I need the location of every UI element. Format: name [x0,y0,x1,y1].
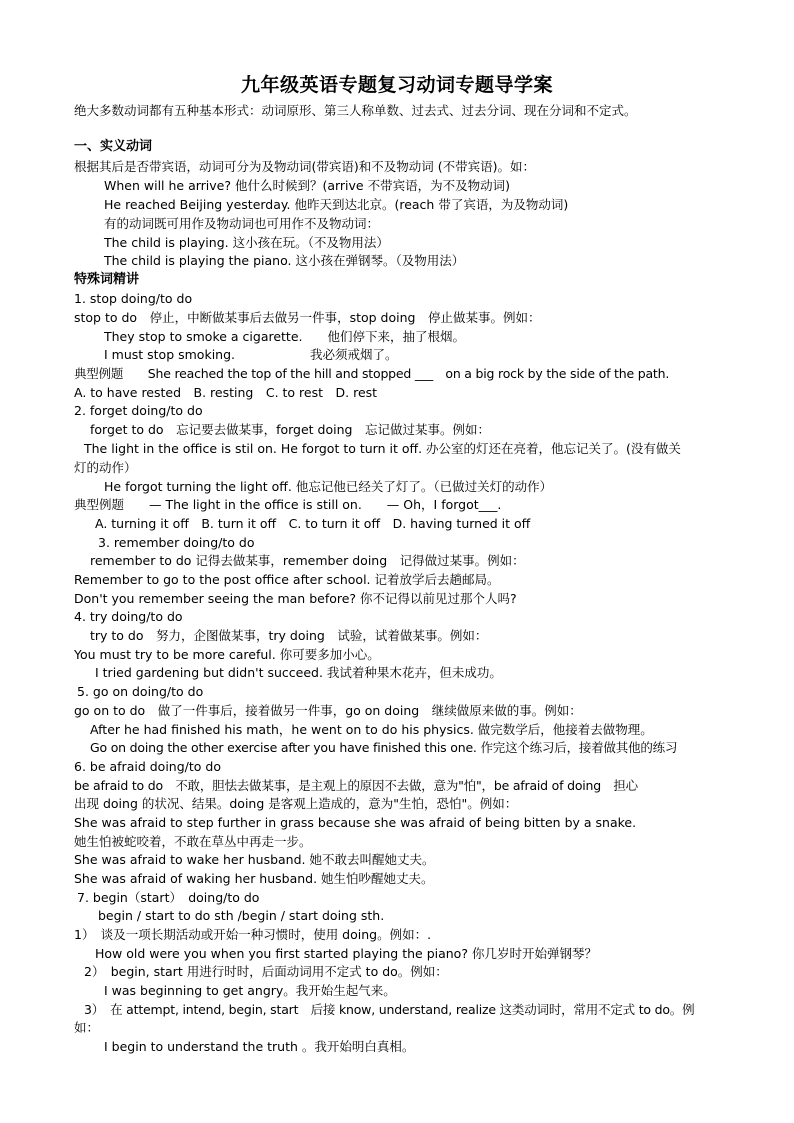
example-line: He reached Beijing yesterday. 他昨天到达北京。(reach 带了宾语，为及物动词) [104,197,569,212]
example-line: I must stop smoking. 我必须戒烟了。 [104,347,398,362]
item-heading: 6. be afraid doing/to do [74,759,221,774]
example-line: 她生怕被蛇咬着，不敢在草丛中再走一步。 [74,834,312,849]
example-line: She was afraid of waking her husband. 她生怕吵醒她丈夫。 [74,871,434,886]
text-line: 1） 谈及一项长期活动或开始一种习惯时，使用 doing。例如：. [74,927,432,942]
text-line: stop to do 停止，中断做某事后去做另一件事，stop doing 停止做某事。例如： [74,310,541,325]
example-line: After he had finished his math，he went on to do his physics. 做完数学后，他接着去做物理。 [90,722,653,737]
exercise-options: A. to have rested B. resting C. to rest D. rest [74,385,378,400]
text-line: try to do 努力，企图做某事，try doing 试验，试着做某事。例如： [90,628,488,643]
exercise-question: 典型例题 — The light in the office is still on. — Oh，I forgot___. [74,497,502,512]
item-heading: 5. go on doing/to do [77,684,204,699]
intro-line-1: 绝大多数动词都有五种基本形式：动词原形、第三人称单数、过去式、过去分词、现在分词和不定式。 [74,103,637,118]
example-line: I tried gardening but didn't succeed. 我试着种果木花卉，但未成功。 [95,665,502,680]
example-line: She was afraid to wake her husband. 她不敢去叫醒她丈夫。 [74,852,435,867]
item-heading: 3. remember doing/to do [98,535,255,550]
example-line: The child is playing. 这小孩在玩。（不及物用法） [104,235,389,250]
text-line: 出现 doing 的状况、结果。doing 是客观上造成的，意为"生怕，恐怕"。例如： [74,796,518,811]
text-line: be afraid to do 不敢，胆怯去做某事，是主观上的原因不去做，意为"怕"，be afraid of doing 担心 [74,778,638,793]
item-heading: 2. forget doing/to do [74,403,203,418]
example-line: Remember to go to the post office after school. 记着放学后去趟邮局。 [74,572,500,587]
example-line: Go on doing the other exercise after you have finished this one. 作完这个练习后，接着做其他的练习 [90,740,678,755]
example-line: The child is playing the piano. 这小孩在弹钢琴。（及物用法） [104,253,465,268]
example-line: How old were you when you first started playing the piano? 你几岁时开始弹钢琴？ [95,946,597,961]
item-heading: 7. begin（start） doing/to do [77,890,260,905]
text-line: remember to do 记得去做某事，remember doing 记得做过某事。例如： [90,553,525,568]
example-line: You must try to be more careful. 你可要多加小心。 [74,647,380,662]
exercise-options: A. turning it off B. turn it off C. to turn it off D. having turned it off [95,516,531,531]
text-line: forget to do 忘记要去做某事，forget doing 忘记做过某事。例如： [90,422,490,437]
section-heading: 一、实义动词 [74,139,153,154]
item-heading: 4. try doing/to do [74,609,183,624]
subsection-heading: 特殊词精讲 [74,272,140,287]
page-title: 九年级英语专题复习动词专题导学案 [240,74,553,96]
example-line: Don't you remember seeing the man before? 你不记得以前见过那个人吗? [74,591,517,606]
exercise-question: 典型例题 She reached the top of the hill and stopped ___ on a big rock by the side of the path. [74,366,670,381]
item-heading: 1. stop doing/to do [74,291,193,306]
example-line: I was beginning to get angry。我开始生起气来。 [104,983,396,998]
example-line: When will he arrive? 他什么时候到？(arrive 不带宾语，为不及物动词) [104,178,510,193]
example-line: She was afraid to step further in grass because she was afraid of being bitten by a snake. [74,815,637,830]
text-line: begin / start to do sth /begin / start doing sth. [98,908,385,923]
example-line: 灯的动作） [74,460,137,475]
example-line: I begin to understand the truth 。我开始明白真相。 [104,1039,415,1054]
example-line: He forgot turning the light off. 他忘记他已经关了灯了。（已做过关灯的动作） [104,479,553,494]
text-line: 2） begin, start 用进行时时，后面动词用不定式 to do。例如： [84,964,448,979]
example-line: The light in the office is stil on. He forgot to turn it off. 办公室的灯还在亮着，他忘记关了。(没有做关 [84,441,681,456]
text-line: 根据其后是否带宾语，动词可分为及物动词(带宾语)和不及物动词 (不带宾语)。如： [74,159,535,174]
text-line: 如： [74,1020,100,1035]
text-line: 有的动词既可用作及物动词也可用作不及物动词： [104,216,380,231]
text-line: 3） 在 attempt, intend, begin, start 后接 know, understand, realize 这类动词时，常用不定式 to do。例 [84,1002,695,1017]
text-line: go on to do 做了一件事后，接着做另一件事，go on doing 继续做原来做的事。例如： [74,703,582,718]
example-line: They stop to smoke a cigarette. 他们停下来，抽了根烟。 [104,329,465,344]
